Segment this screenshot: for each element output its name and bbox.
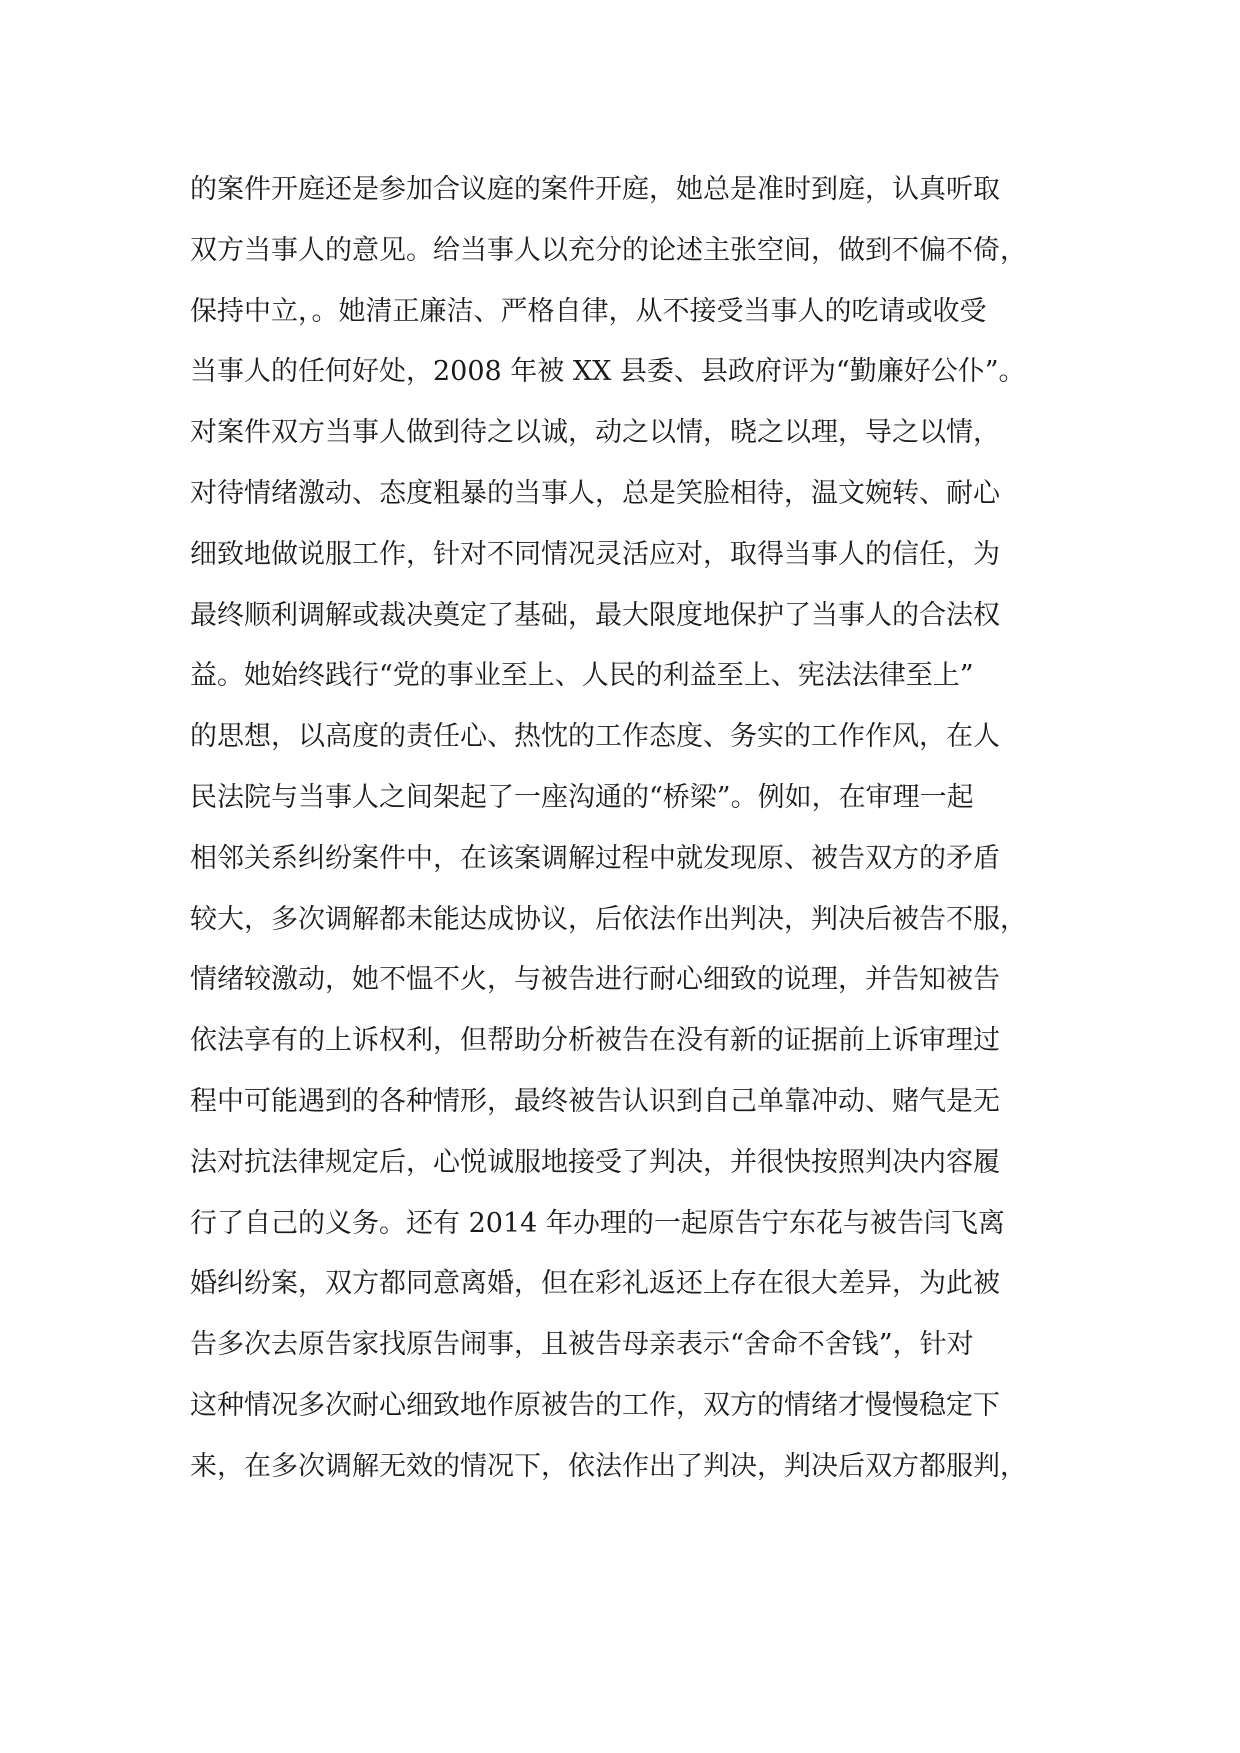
text-line-18: 行了自己的义务。还有 2014 年办理的一起原告宁东花与被告闫飞离 [190, 1207, 1005, 1239]
text-line-3: 保持中立，。她清正廉洁、严格自律，从不接受当事人的吃请或收受 [190, 295, 987, 327]
text-line-11: 民法院与当事人之间架起了一座沟通的“桥梁”。例如，在审理一起 [190, 781, 974, 813]
text-line-5: 对案件双方当事人做到待之以诚，动之以情，晓之以理，导之以情， [190, 417, 1000, 449]
text-line-13: 较大，多次调解都未能达成协议，后依法作出判决，判决后被告不服， [190, 903, 1027, 935]
text-line-17: 法对抗法律规定后，心悦诚服地接受了判决，并很快按照判决内容履 [190, 1146, 1000, 1178]
text-line-9: 益。她始终践行“党的事业至上、人民的利益至上、宪法法律至上” [190, 660, 974, 692]
text-line-14: 情绪较激动，她不愠不火，与被告进行耐心细致的说理，并告知被告 [190, 964, 1000, 996]
text-line-10: 的思想，以高度的责任心、热忱的工作态度、务实的工作作风，在人 [190, 721, 1000, 753]
body-text [190, 160, 1070, 1498]
text-line-21: 这种情况多次耐心细致地作原被告的工作，双方的情绪才慢慢稳定下 [190, 1389, 1000, 1421]
text-line-4: 当事人的任何好处，2008 年被 XX 县委、县政府评为“勤廉好公仆”。 [190, 356, 1026, 388]
text-line-16: 程中可能遇到的各种情形，最终被告认识到自己单靠冲动、赌气是无 [190, 1085, 1000, 1117]
text-line-15: 依法享有的上诉权利，但帮助分析被告在没有新的证据前上诉审理过 [190, 1025, 1000, 1057]
text-line-22: 来，在多次调解无效的情况下，依法作出了判决，判决后双方都服判， [190, 1450, 1027, 1482]
text-line-20: 告多次去原告家找原告闹事，且被告母亲表示“舍命不舍钱”，针对 [190, 1329, 974, 1361]
text-line-12: 相邻关系纠纷案件中，在该案调解过程中就发现原、被告双方的矛盾 [190, 842, 1000, 874]
text-line-8: 最终顺利调解或裁决奠定了基础，最大限度地保护了当事人的合法权 [190, 599, 1000, 631]
text-line-19: 婚纠纷案，双方都同意离婚，但在彩礼返还上存在很大差异，为此被 [190, 1268, 1000, 1300]
text-line-7: 细致地做说服工作，针对不同情况灵活应对，取得当事人的信任，为 [190, 538, 1000, 570]
text-line-2: 双方当事人的意见。给当事人以充分的论述主张空间，做到不偏不倚， [190, 234, 1027, 266]
text-line-1: 的案件开庭还是参加合议庭的案件开庭，她总是准时到庭，认真听取 [190, 174, 1000, 205]
text-line-6: 对待情绪激动、态度粗暴的当事人，总是笑脸相待，温文婉转、耐心 [190, 477, 1000, 509]
